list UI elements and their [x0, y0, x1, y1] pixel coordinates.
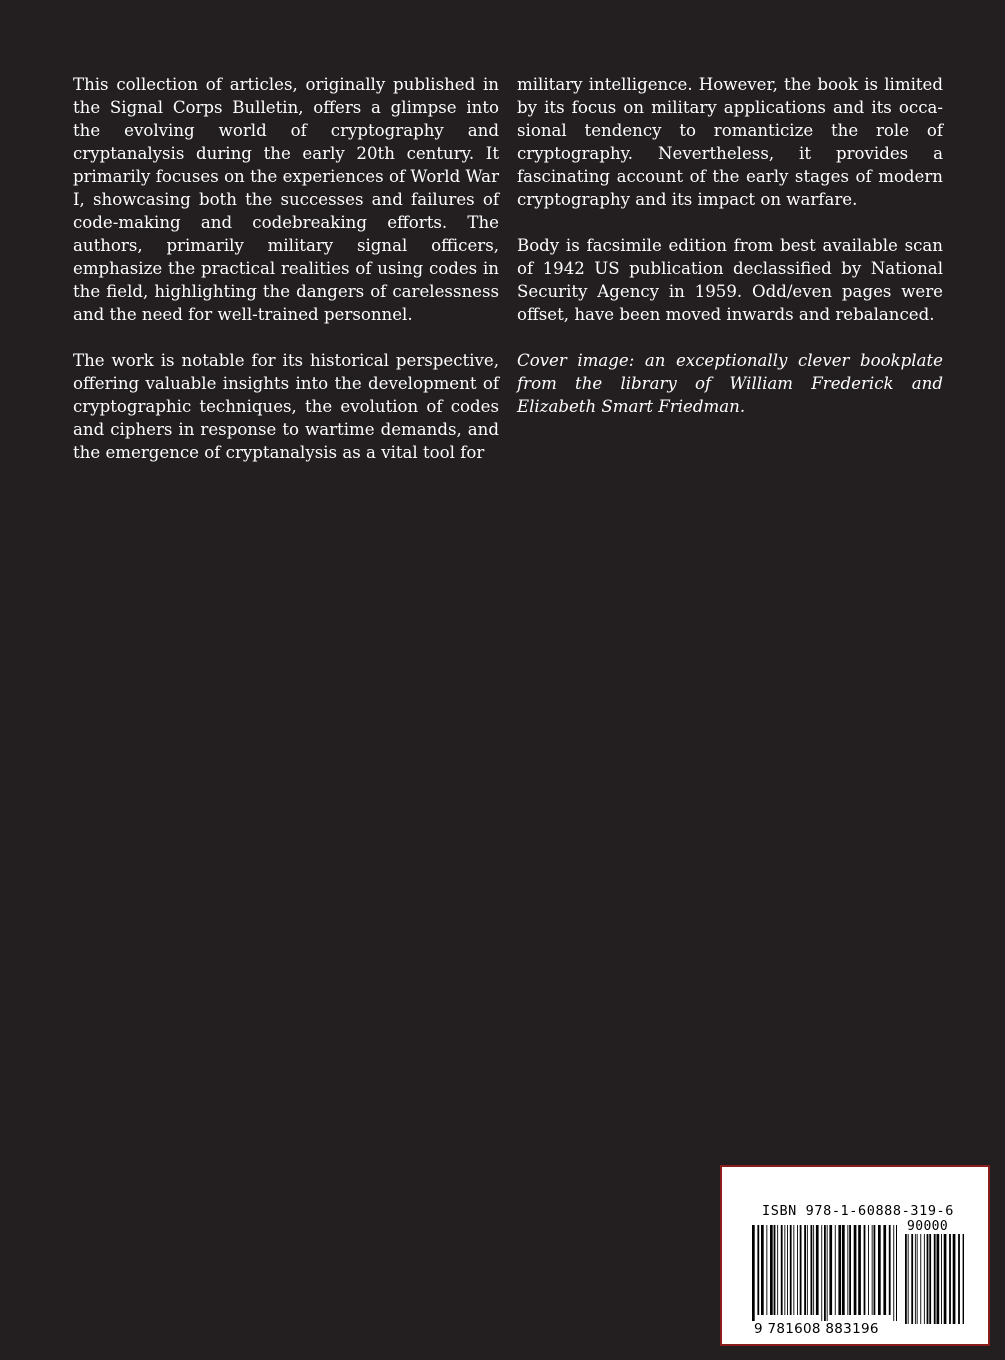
barcode-bar — [929, 1234, 931, 1324]
barcode-bar — [770, 1225, 773, 1315]
barcode-bar — [787, 1225, 788, 1315]
isbn-barcode-block — [720, 1165, 990, 1346]
barcode-bar — [963, 1234, 964, 1324]
barcode-bar — [847, 1225, 848, 1315]
barcode-bar — [842, 1225, 845, 1315]
barcode-bar — [858, 1225, 861, 1315]
barcode-bar — [838, 1225, 841, 1315]
barcode-bar — [757, 1225, 759, 1315]
barcode-bar — [821, 1225, 822, 1321]
barcode-bar — [915, 1234, 916, 1324]
barcode-bar — [949, 1234, 951, 1324]
barcode-bar — [829, 1225, 832, 1315]
barcode-bar — [934, 1234, 936, 1324]
blurb-paragraph-1: This collection of articles, originally published in the Signal Corps Bulletin, offers a glimpse into the evolving world of cryptography and cryptanalysis during the early 20th century. It primarily focuses on the experiences of World War I, showcasing both the successes and failures of code-making and codebreaking efforts. The authors, primarily military signal officers, emphasize the practical realities of using codes in the field, highlighting the dangers of carelessness and the need for well-trained personnel. — [73, 75, 499, 324]
barcode-bar — [896, 1225, 897, 1321]
barcode-bar — [908, 1234, 909, 1324]
barcode-bar — [917, 1234, 918, 1324]
addon-code: 90000 — [907, 1219, 949, 1234]
barcode-bar — [766, 1225, 767, 1315]
barcode-bar — [781, 1225, 783, 1315]
blurb-paragraph-2-continued: military intelligence. However, the book is limited by its focus on military applications and its occasional tendency to romanticize the role of cryptography. Nevertheless, it provides a fascinating account of the early stages of modern cryptography and its impact on warfare. — [517, 75, 943, 209]
barcode-bar — [937, 1234, 940, 1324]
barcode-bar — [893, 1225, 894, 1321]
barcode-bar — [813, 1225, 814, 1315]
barcode-bar — [927, 1234, 929, 1324]
barcode-bar — [905, 1234, 907, 1324]
barcode-bar — [777, 1225, 778, 1315]
barcode-bar — [784, 1225, 785, 1315]
barcode-bar — [797, 1225, 798, 1315]
barcode-bar — [958, 1234, 960, 1324]
ean-barcode-bars — [752, 1225, 897, 1321]
ean-digits: 9 781608 883196 — [754, 1321, 879, 1337]
barcode-bar — [864, 1225, 866, 1315]
barcode-bar — [774, 1225, 776, 1315]
description-left-column — [73, 73, 499, 487]
barcode-bar — [920, 1234, 921, 1324]
isbn-label: ISBN 978-1-60888-319-6 — [762, 1203, 955, 1219]
barcode-bar — [953, 1234, 956, 1324]
barcode-bar — [827, 1225, 828, 1321]
description-right-column — [517, 73, 943, 441]
barcode-bar — [883, 1225, 886, 1315]
barcode-bar — [752, 1225, 755, 1321]
barcode-bar — [874, 1225, 876, 1315]
addon-barcode-bars — [905, 1234, 964, 1330]
barcode-bar — [835, 1225, 836, 1315]
barcode-bar — [824, 1225, 826, 1321]
cover-image-note: Cover image: an exceptionally clever bookplate from the library of William Frederick and Elizabeth Smart Friedman. — [517, 351, 943, 416]
barcode-bar — [941, 1234, 942, 1324]
barcode-bar — [790, 1225, 792, 1315]
facsimile-note: Body is facsimile edition from best available scan of 1942 US publication declassified by National Security Agency in 1959. Odd/even pages were offset, have been moved inwards and rebalanced. — [517, 236, 943, 324]
barcode-bar — [816, 1225, 819, 1315]
barcode-bar — [889, 1225, 891, 1315]
barcode-bar — [868, 1225, 869, 1315]
barcode-bar — [878, 1225, 881, 1315]
blurb-paragraph-2: The work is notable for its historical perspective, offering valuable insights into the development of cryptographic techniques, the evolution of codes and ciphers in response to wartime demands, and the emergence of cryptanalysis as a vital tool for — [73, 351, 499, 462]
barcode-bar — [911, 1234, 913, 1324]
barcode-bar — [807, 1225, 808, 1315]
barcode-bar — [804, 1225, 806, 1315]
barcode-bar — [854, 1225, 857, 1315]
barcode-bar — [793, 1225, 794, 1315]
barcode-bar — [872, 1225, 873, 1315]
barcode-bar — [811, 1225, 813, 1315]
barcode-bar — [849, 1225, 851, 1315]
barcode-bar — [944, 1234, 947, 1324]
barcode-bar — [924, 1234, 925, 1324]
barcode-bar — [761, 1225, 764, 1315]
barcode-bar — [800, 1225, 802, 1315]
